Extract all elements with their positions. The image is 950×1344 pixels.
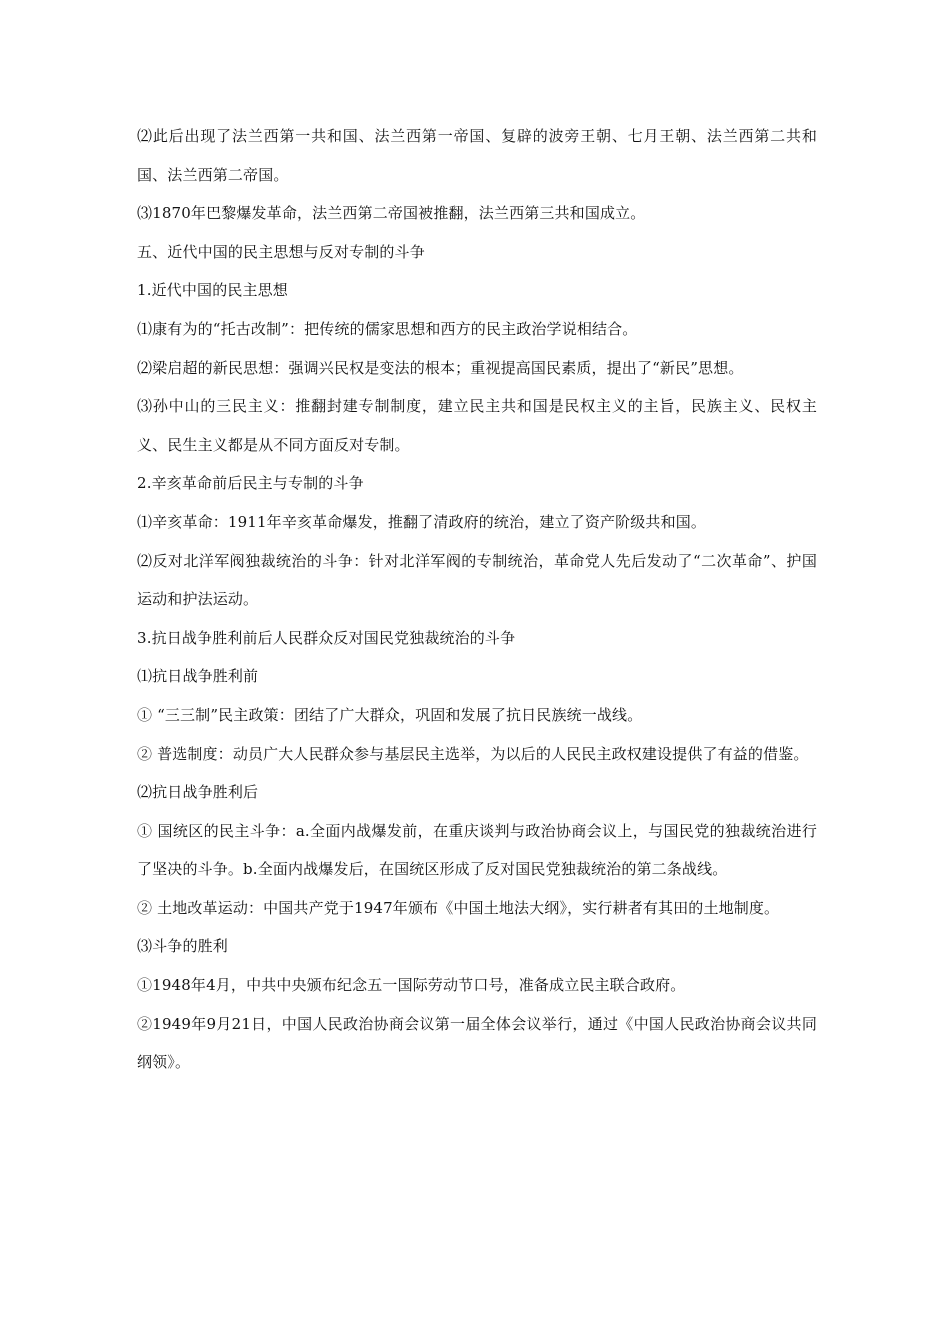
paragraph-1948: ①1948年4月，中共中央颁布纪念五一国际劳动节口号，准备成立民主联合政府。: [137, 976, 686, 995]
subheading-xinhai: 2.辛亥革命前后民主与专制的斗争: [137, 474, 364, 493]
subheading-democratic-thought: 1.近代中国的民主思想: [137, 281, 288, 300]
paragraph-land-reform: ② 土地改革运动：中国共产党于1947年颁布《中国土地法大纲》，实行耕者有其田的土地制度。: [137, 898, 780, 917]
subheading-victory: ⑶斗争的胜利: [137, 937, 228, 956]
paragraph-french-regimes: ⑵此后出现了法兰西第一共和国、法兰西第一帝国、复辟的波旁王朝、七月王朝、法兰西第二共和国、法兰西第二帝国。: [137, 127, 817, 184]
subheading-after-victory: ⑵抗日战争胜利后: [137, 783, 259, 802]
paragraph-universal-suffrage: ② 普选制度：动员广大人民群众参与基层民主选举，为以后的人民民主政权建设提供了有益的借鉴。: [137, 744, 809, 763]
document-body: [137, 117, 817, 1082]
paragraph-three-thirds-system: ① “三三制”民主政策：团结了广大群众，巩固和发展了抗日民族统一战线。: [137, 705, 643, 724]
paragraph-xinhai-revolution: ⑴辛亥革命：1911年辛亥革命爆发，推翻了清政府的统治，建立了资产阶级共和国。: [137, 512, 707, 531]
paragraph-kang-youwei: ⑴康有为的“托古改制”：把传统的儒家思想和西方的民主政治学说相结合。: [137, 319, 638, 338]
paragraph-anti-warlord: ⑵反对北洋军阀独裁统治的斗争：针对北洋军阀的专制统治，革命党人先后发动了“二次革命”、护国运动和护法运动。: [137, 551, 817, 609]
paragraph-1949: ②1949年9月21日，中国人民政治协商会议第一届全体会议举行，通过《中国人民政治协商会议共同纲领》。: [137, 1014, 817, 1072]
paragraph-liang-qichao: ⑵梁启超的新民思想：强调兴民权是变法的根本；重视提高国民素质，提出了“新民”思想。: [137, 358, 744, 377]
section-heading-five: 五、近代中国的民主思想与反对专制的斗争: [137, 242, 425, 261]
paragraph-third-republic: ⑶1870年巴黎爆发革命，法兰西第二帝国被推翻，法兰西第三共和国成立。: [137, 204, 646, 223]
subheading-before-victory: ⑴抗日战争胜利前: [137, 667, 259, 686]
subheading-anti-japanese-war: 3.抗日战争胜利前后人民群众反对国民党独裁统治的斗争: [137, 628, 516, 647]
paragraph-kmt-area-struggle: ① 国统区的民主斗争：a.全面内战爆发前，在重庆谈判与政治协商会议上，与国民党的独裁统治进行了坚决的斗争。b.全面内战爆发后，在国统区形成了反对国民党独裁统治的第二条战线。: [137, 821, 817, 879]
paragraph-sun-yatsen: ⑶孙中山的三民主义：推翻封建专制制度，建立民主共和国是民权主义的主旨，民族主义、民权主义、民生主义都是从不同方面反对专制。: [137, 397, 817, 454]
